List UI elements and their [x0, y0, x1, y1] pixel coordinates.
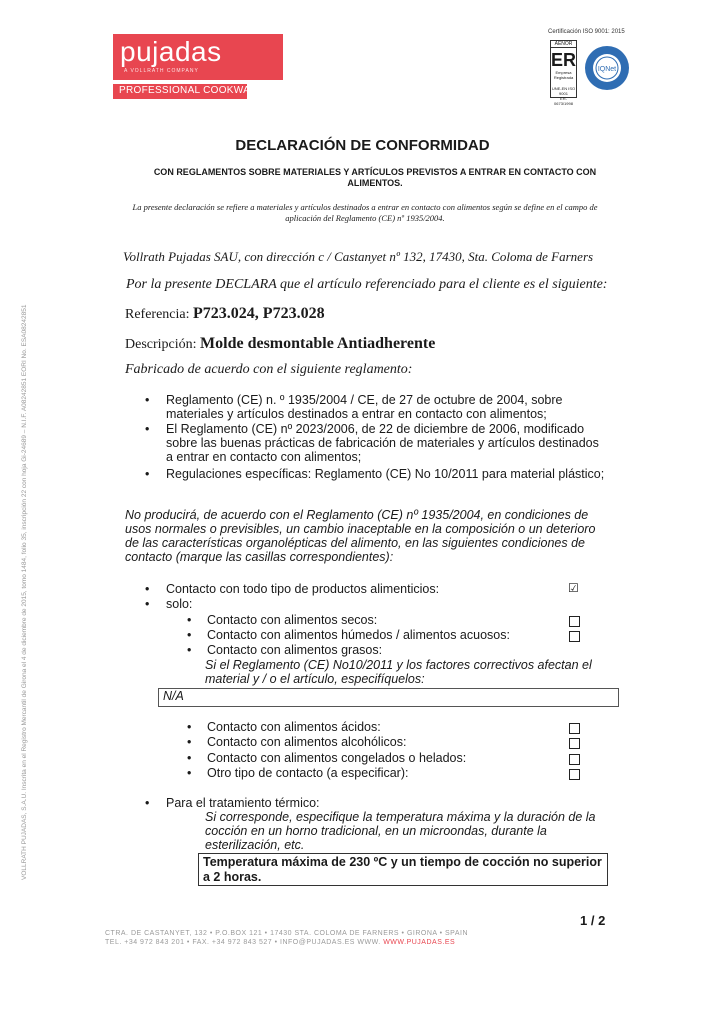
check-label-dry: Contacto con alimentos secos:	[207, 613, 378, 627]
logo-strip-text: PROFESSIONAL COOKWARE	[119, 85, 265, 96]
bullet: •	[187, 720, 192, 734]
bullet: •	[145, 393, 150, 407]
checkbox-frozen[interactable]	[569, 754, 580, 765]
reference-value: P723.024, P723.028	[193, 305, 325, 322]
check-label-acid: Contacto con alimentos ácidos:	[207, 720, 381, 734]
fatty-note: Si el Reglamento (CE) No10/2011 y los factores correctivos afectan el material y / o el artículo, especifíquelos:	[205, 658, 592, 686]
description-value: Molde desmontable Antiadherente	[200, 335, 436, 352]
aenor-label: Empresa Registrada	[553, 70, 574, 80]
bullet: •	[145, 582, 150, 596]
checkbox-wet[interactable]	[569, 631, 580, 642]
footer-contact-text: TEL. +34 972 843 201 • FAX. +34 972 843 527 • INFO@PUJADAS.ES WWW.	[105, 939, 381, 946]
checkbox-all-foods[interactable]: ☑	[568, 581, 579, 595]
checkbox-acid[interactable]	[569, 723, 580, 734]
declaration-statement: Por la presente DECLARA que el artículo referenciado para el cliente es el siguiente:	[126, 277, 608, 292]
aenor-top: AENOR	[551, 41, 576, 48]
check-label-fatty: Contacto con alimentos grasos:	[207, 643, 383, 657]
regulation-item: Regulaciones específicas: Reglamento (CE) No 10/2011 para material plástico;	[166, 467, 605, 481]
iqnet-seal	[584, 45, 630, 91]
page-number: 1 / 2	[580, 913, 606, 928]
sidebar-legal-text: VOLLRATH PUJADAS, S.A.U. Inscrita en el Registro Mercantil de Girona el 4 de diciembre de 2015, tomo 1484, folio 35, inscripción 22 con hoja Gi-24689 – N.I.F. A08242851 EORI No. ESA08242851	[21, 304, 28, 880]
regulation-item: Reglamento (CE) n. º 1935/2004 / CE, de 27 de octubre de 2004, sobre materiales y artículos destinados a entrar en contacto con alimentos;	[166, 393, 563, 421]
checkbox-other[interactable]	[569, 769, 580, 780]
certification-title: Certificación ISO 9001: 2015	[548, 29, 625, 35]
bullet: •	[145, 467, 150, 481]
bullet: •	[187, 613, 192, 627]
checkbox-dry[interactable]	[569, 616, 580, 627]
description-line	[125, 335, 435, 353]
thermal-note: Si corresponde, especifique la temperatura máxima y la duración de la cocción en un horno tradicional, en un microondas, durante la esterilización, etc.	[205, 810, 596, 852]
thermal-value: Temperatura máxima de 230 ºC y un tiempo de cocción no superior a 2 horas.	[203, 855, 602, 884]
thermal-label: Para el tratamiento térmico:	[166, 796, 320, 810]
aenor-code: UNE-EN ISO 9001 ER-0673/1998	[551, 86, 576, 106]
description-label: Descripción:	[125, 337, 197, 352]
reference-line	[125, 305, 325, 323]
logo-name: pujadas	[120, 36, 222, 67]
bullet: •	[187, 735, 192, 749]
logo-strip	[113, 84, 265, 99]
check-label-wet: Contacto con alimentos húmedos / alimentos acuosos:	[207, 628, 510, 642]
reference-label: Referencia:	[125, 307, 190, 322]
bullet: •	[187, 766, 192, 780]
bullet: •	[187, 628, 192, 642]
specification-field[interactable]	[158, 688, 619, 707]
scope-statement: La presente declaración se refiere a materiales y artículos destinados a entrar en contacto con alimentos según se define en el campo de aplicación del Reglamento (CE) nº 1935/2004.	[132, 202, 598, 223]
logo-tagline: A VOLLRATH COMPANY	[124, 68, 199, 74]
conditions-intro: No producirá, de acuerdo con el Reglamento (CE) nº 1935/2004, en condiciones de usos normales o previsibles, un cambio inaceptable en la composición o un deterioro de las características organolépticas del alimento, en las siguientes condiciones de contacto (marque las casillas correspondientes):	[125, 508, 596, 564]
check-label-frozen: Contacto con alimentos congelados o helados:	[207, 751, 467, 765]
company-statement: Vollrath Pujadas SAU, con dirección c / Castanyet nº 132, 17430, Sta. Coloma de Farners	[123, 249, 594, 264]
check-label-other: Otro tipo de contacto (a especificar):	[207, 766, 409, 780]
specification-value: N/A	[163, 689, 184, 703]
document-title: DECLARACIÓN DE CONFORMIDAD	[235, 137, 490, 154]
footer-address: CTRA. DE CASTANYET, 132 • P.O.BOX 121 • 17430 STA. COLOMA DE FARNERS • GIRONA • SPAIN	[105, 930, 468, 937]
check-label-all-foods: Contacto con todo tipo de productos alimenticios:	[166, 582, 440, 596]
bullet: •	[187, 751, 192, 765]
bullet: •	[187, 643, 192, 657]
checkbox-alcohol[interactable]	[569, 738, 580, 749]
check-label-alcohol: Contacto con alimentos alcohólicos:	[207, 735, 407, 749]
iqnet-label: IQNet	[597, 66, 617, 73]
bullet: •	[145, 422, 150, 436]
footer-website-link[interactable]: WWW.PUJADAS.ES	[383, 939, 456, 946]
bullet: •	[145, 796, 150, 810]
bullet: •	[145, 597, 150, 611]
only-label: solo:	[166, 597, 193, 611]
manufactured-statement: Fabricado de acuerdo con el siguiente reglamento:	[125, 362, 413, 377]
aenor-mark: ER	[551, 50, 577, 70]
aenor-seal	[550, 40, 577, 106]
footer-contact	[105, 939, 455, 946]
regulation-item: El Reglamento (CE) nº 2023/2006, de 22 de diciembre de 2006, modificado sobre las buenas prácticas de fabricación de materiales y artículos destinados a entrar en contacto con alimentos;	[166, 422, 599, 464]
document-subtitle: CON REGLAMENTOS SOBRE MATERIALES Y ARTÍCULOS PREVISTOS A ENTRAR EN CONTACTO CON ALIMENTOS.	[153, 167, 597, 188]
